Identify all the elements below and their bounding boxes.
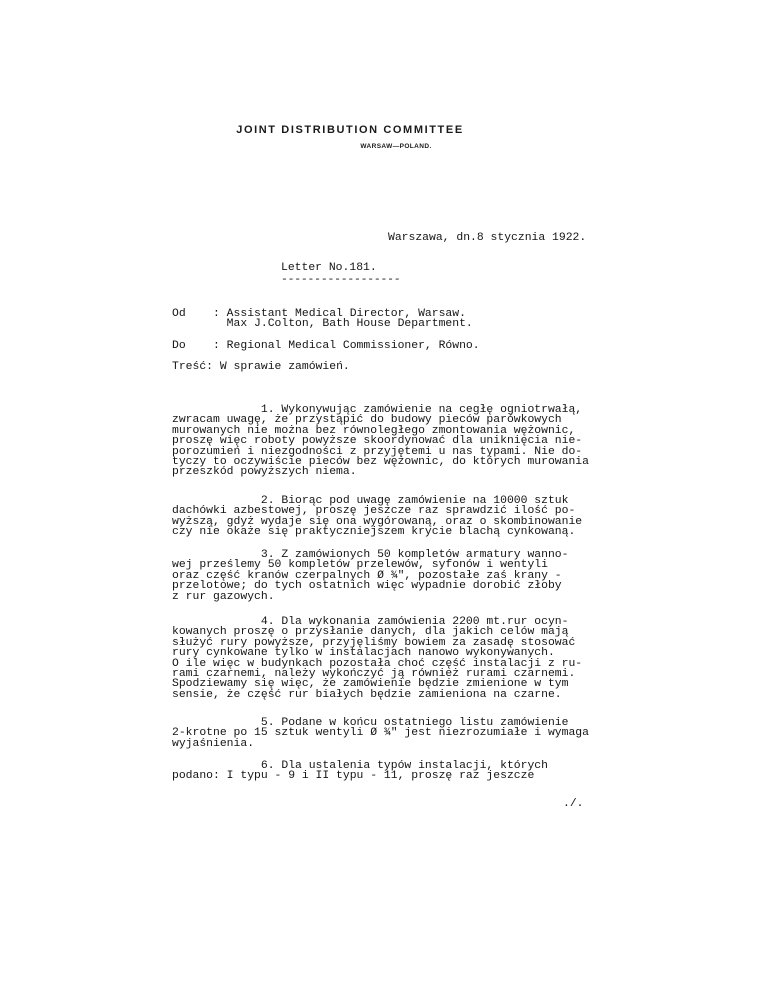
paragraph-line: 2. Biorąc pod uwagę zamówienie na 10000 sztuk	[172, 495, 569, 507]
recipient-block	[172, 341, 480, 351]
paragraph-line: sensie, że część rur białych będzie zamieniona na czarne.	[172, 688, 562, 701]
paragraph-line: O ile więc w budynkach pozostała choć część instalacji z ru-	[172, 657, 583, 670]
paragraph-line: wyjaśnienia.	[172, 737, 255, 750]
paragraph-6	[172, 761, 548, 782]
paragraph-line: dachówki azbestowej, proszę jeszcze raz sprawdzić ilość po-	[172, 505, 576, 518]
paragraph-line: z rur gazowych.	[172, 590, 275, 603]
paragraph-line: służyć rury powyższe, przyjęliśmy bowiem za zasadę stosować	[172, 636, 576, 649]
paragraph-line: zwracam uwagę, że przystąpić do budowy pieców parówkowych	[172, 414, 562, 427]
paragraph-line: Spodziewamy się więc, że zamówienie będzie zmienione w tym	[172, 678, 569, 691]
paragraph-line: rury cynkowane tylko w instalacjach nanowo wykonywanych.	[172, 647, 555, 660]
sender-label: Od	[172, 308, 186, 320]
letter-date: Warszawa, dn.8 stycznia 1922.	[388, 232, 587, 244]
subject-text: W sprawie zamówień.	[219, 361, 350, 373]
recipient-line: : Regional Medical Commissioner, Równo.	[213, 340, 480, 352]
paragraph-2	[172, 496, 582, 538]
letter-number-underline: ------------------	[281, 274, 401, 286]
paragraph-3	[172, 550, 568, 602]
paragraph-line: czy nie okaże się praktyczniejszem krycie blachą cynkowaną.	[172, 526, 576, 539]
subject-label: Treść:	[172, 361, 214, 373]
subject-block	[172, 362, 350, 372]
paragraph-line: 3. Z zamówionych 50 kompletów armatury wanno-	[172, 549, 569, 561]
letter-number: Letter No.181.	[281, 262, 377, 274]
paragraph-5	[172, 718, 589, 749]
paragraph-1	[172, 405, 589, 478]
paragraph-line: przelotowe; do tych ostatnich więc wypadnie dorobić złoby	[172, 580, 562, 593]
sender-block	[172, 309, 473, 330]
paragraph-line: 1. Wykonywując zamówienie na cegłę ogniotrwałą,	[172, 404, 583, 416]
sender-line-1: : Assistant Medical Director, Warsaw.	[213, 308, 466, 320]
paragraph-line: tyczy to oczywiście pieców bez wężownic, do których murowania	[172, 456, 589, 469]
paragraph-line: wyższą, gdyż wydaje się ona wygórowaną, oraz o skombinowanie	[172, 515, 583, 528]
paragraph-line: przeszkód powyższych niema.	[172, 466, 357, 479]
paragraph-line: 6. Dla ustalenia typów instalacji, których	[172, 760, 548, 772]
paragraph-line: murowanych nie można bez równoległego zmontowania wężownic,	[172, 424, 576, 437]
continuation-mark: ./.	[563, 798, 584, 810]
paragraph-line: 2-krotne po 15 sztuk wentyli Ø ¾" jest niezrozumiałe i wymaga	[172, 727, 589, 740]
paragraph-line: 4. Dla wykonania zamówienia 2200 mt.rur ocyn-	[172, 616, 569, 628]
paragraph-line: rami czarnemi, należy wykończyć ją również rurami czarnemi.	[172, 668, 576, 681]
paragraph-line: porozumień i niezgodności z przyjętemi u nas typami. Nie do-	[172, 445, 583, 458]
recipient-label: Do	[172, 340, 186, 352]
letterhead-organization: JOINT DISTRIBUTION COMMITTEE	[236, 124, 464, 136]
paragraph-line: podano: I typu - 9 i II typu - 11, proszę raz jeszcze	[172, 770, 535, 783]
paragraph-line: wej prześlemy 50 kompletów przelewów, syfonów i wentyli	[172, 559, 548, 572]
paragraph-line: proszę więc roboty powyższe skoordynować dla uniknięcia nie-	[172, 435, 583, 448]
paragraph-line: kowanych proszę o przysłanie danych, dla jakich celów mają	[172, 626, 569, 639]
paragraph-4	[172, 617, 582, 700]
paragraph-line: oraz część kranów czerpalnych Ø ¾", pozostałe zaś krany -	[172, 569, 562, 582]
sender-line-2: Max J.Colton, Bath House Department.	[213, 318, 473, 331]
letterhead-location: WARSAW—POLAND.	[360, 143, 432, 150]
paragraph-line: 5. Podane w końcu ostatniego listu zamówienie	[172, 717, 569, 729]
